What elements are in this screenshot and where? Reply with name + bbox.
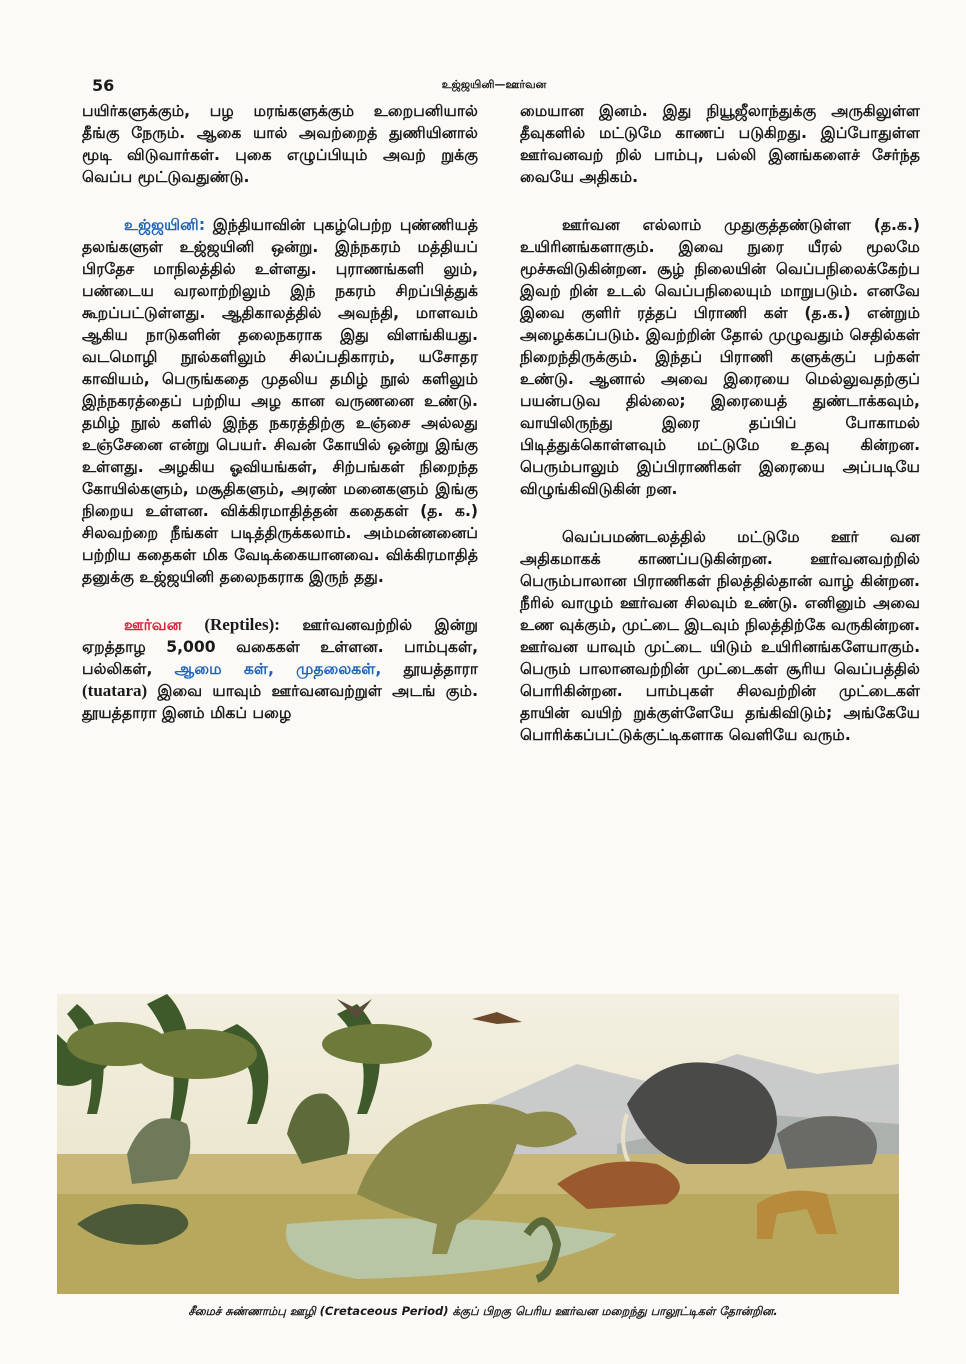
entry-body-highlight: ஆமை கள், முதலைகள், [174,660,404,678]
paragraph: பயிர்களுக்கும், பழ மரங்களுக்கும் உறைபனியால் தீங்கு நேரும். ஆகை யால் அவற்றைத் துணியினால் மூடி விடுவார்கள். புகை எழுப்பியும் அவற் றுக்கு வெப்ப மூட்டுவதுண்டு. [82,102,478,186]
left-column [82,100,478,750]
running-head: உஜ்ஜயினி—ஊர்வன [441,78,547,91]
prehistoric-scene-image [57,994,899,1294]
entry-title: ஊர்வன [124,616,182,634]
entry-body: ஊர்வனவற்றில் இன்று ஏறத்தாழ 5,000 வகைகள் உள்ளன. பாம்புகள், பல்லிகள், [82,616,478,678]
figure-caption: சீமைச் சுண்ணாம்பு ஊழி (Cretaceous Period) க்குப் பிறகு பெரிய ஊர்வன மறைந்து பாலூட்டிகள் தோன்றின. [188,1304,778,1318]
paragraph: மையான இனம். இது நியூஜீலாந்துக்கு அருகிலுள்ள தீவுகளில் மட்டுமே காணப் படுகிறது. இப்போதுள்ள ஊர்வனவற் றில் பாம்பு, பல்லி இனங்களைச் சேர்ந்த வையே அதிகம். [520,102,920,186]
prehistoric-illustration [57,994,899,1294]
entry-title: உஜ்ஜயினி: [124,216,206,234]
entry-body: தூயத்தாரா [403,660,478,678]
latin-term: (Reptiles): [204,615,280,634]
entry-reptiles [82,614,478,724]
latin-term: (tuatara) [82,681,148,700]
entry-ujjaini [82,214,478,588]
page-number: 56 [92,76,115,95]
entry-body: இவை யாவும் ஊர்வனவற்றுள் அடங் கும். தூயத்தாரா இனம் மிகப் பழை [82,682,478,722]
right-column [520,100,920,772]
paragraph: ஊர்வன எல்லாம் முதுகுத்தண்டுள்ள (த.க.) உயிரினங்களாகும். இவை நுரை யீரல் மூலமே மூச்சுவிடுகின்றன. சூழ் நிலையின் வெப்பநிலைக்கேற்ப இவற் றின் உடல் வெப்பநிலையும் மாறுபடும். எனவே இவை குளிர் ரத்தப் பிராணி கள் (த.க.) என்றும் அழைக்கப்படும். இவற்றின் தோல் முழுவதும் செதில்கள் நிறைந்திருக்கும். இந்தப் பிராணி களுக்குப் பற்கள் உண்டு. ஆனால் அவை இரையை மெல்லுவதற்குப் பயன்படுவ தில்லை; இரையைத் துண்டாக்கவும், வாயிலிருந்து இரை தப்பிப் போகாமல் பிடித்துக்கொள்ளவும் மட்டுமே உதவு கின்றன. பெரும்பாலும் இப்பிராணிகள் இரையை அப்படியே விழுங்கிவிடுகின் றன. [520,216,920,498]
entry-body: இந்தியாவின் புகழ்பெற்ற புண்ணியத் தலங்களுள் உஜ்ஜயினி ஒன்று. இந்நகரம் மத்தியப் பிரதேச மாநிலத்தில் உள்ளது. புராணங்களி லும், பண்டைய வரலாற்றிலும் இந் நகரம் சிறப்பித்துக் கூறப்பட்டுள்ளது. ஆதிகாலத்தில் அவந்தி, மாளவம் ஆகிய நாடுகளின் தலைநகராக இது விளங்கியது. வடமொழி நூல்களிலும் சிலப்பதிகாரம், யசோதர காவியம், பெருங்கதை முதலிய தமிழ் நூல் களிலும் இந்நகரத்தைப் பற்றிய அழ கான வருணனை உண்டு. தமிழ் நூல் களில் இந்த நகரத்திற்கு உஞ்சை அல்லது உஞ்சேனை என்று பெயர். சிவன் கோயில் ஒன்று இங்கு உள்ளது. அழகிய ஓவியங்கள், சிற்பங்கள் நிறைந்த கோயில்களும், மசூதிகளும், அரண் மனைகளும் இங்கு நிறைய உள்ளன. விக்கிரமாதித்தன் கதைகள் (த. க.) சிலவற்றை நீங்கள் படித்திருக்கலாம். அம்மன்னனைப் பற்றிய கதைகள் மிக வேடிக்கையானவை. விக்கிரமாதித் தனுக்கு உஜ்ஜயினி தலைநகராக இருந் தது. [82,216,478,586]
paragraph: வெப்பமண்டலத்தில் மட்டுமே ஊர் வன அதிகமாகக் காணப்படுகின்றன. ஊர்வனவற்றில் பெரும்பாலான பிராணிகள் நிலத்தில்தான் வாழ் கின்றன. நீரில் வாழும் ஊர்வன சிலவும் உண்டு. எனினும் அவை உண வுக்கும், முட்டை இடவும் நிலத்திற்கே வருகின்றன. ஊர்வன யாவும் முட்டை யிடும் உயிரினங்களேயாகும். பெரும் பாலானவற்றின் முட்டைகள் சூரிய வெப்பத்தில் பொரிகின்றன. பாம்புகள் சிலவற்றின் முட்டைகள் தாயின் வயிற் றுக்குள்ளேயே தங்கிவிடும்; அங்கேயே பொரிக்கப்பட்டுக்குட்டிகளாக வெளியே வரும். [520,528,920,744]
page-header [92,76,896,96]
